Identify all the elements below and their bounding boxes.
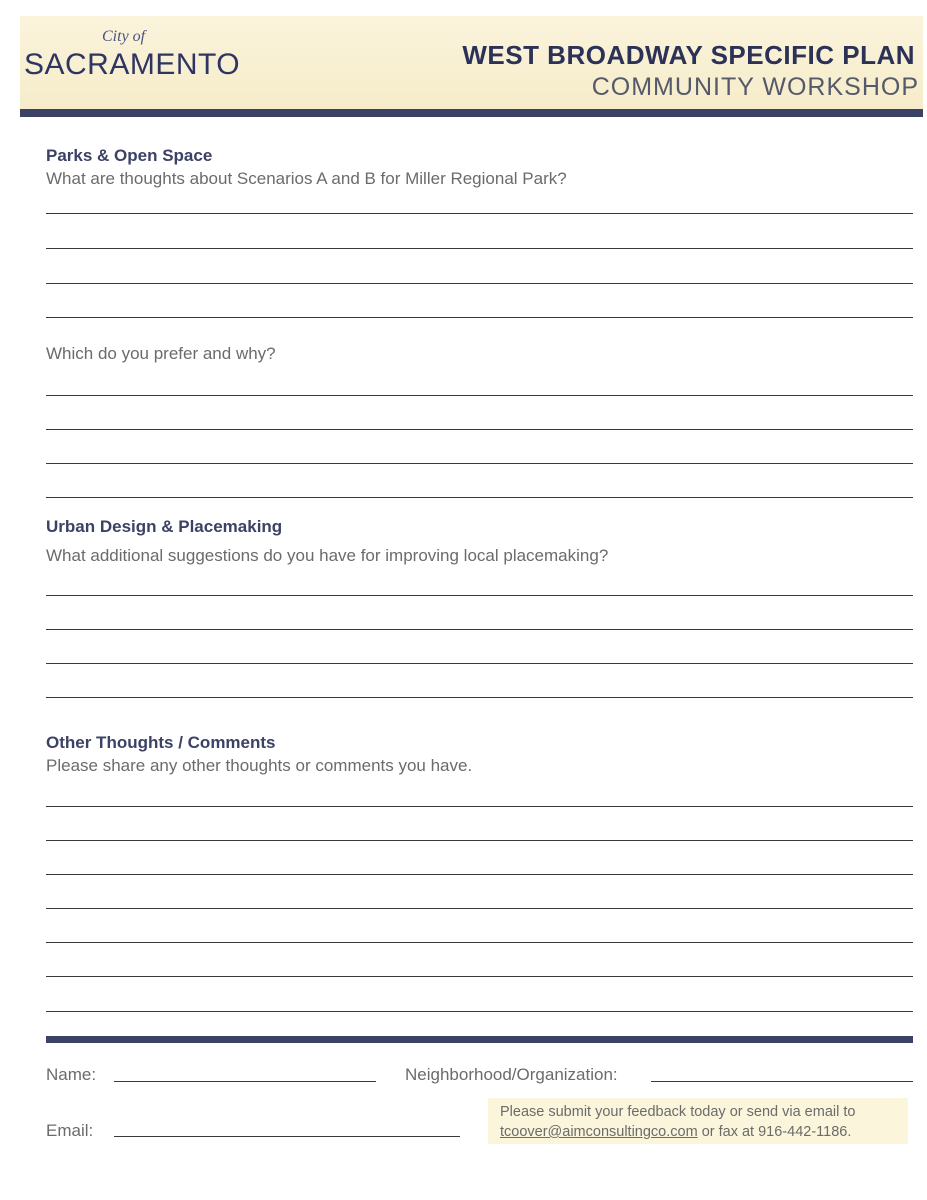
answer-line-other-2[interactable] (46, 840, 913, 841)
footer-divider (46, 1036, 913, 1043)
name-field[interactable] (114, 1081, 376, 1082)
header-divider (20, 109, 923, 117)
section-title-other-thoughts: Other Thoughts / Comments (46, 733, 276, 752)
section-title-urban-design: Urban Design & Placemaking (46, 517, 283, 536)
answer-line-urban-4[interactable] (46, 697, 913, 698)
neighborhood-field[interactable] (651, 1081, 913, 1082)
submit-line-1: Please submit your feedback today or send via email to (500, 1104, 856, 1120)
email-label: Email: (46, 1121, 94, 1140)
neighborhood-label: Neighborhood/Organization: (405, 1065, 618, 1084)
answer-line-other-3[interactable] (46, 874, 913, 875)
answer-line-prefer-1[interactable] (46, 395, 913, 396)
answer-line-other-1[interactable] (46, 806, 913, 807)
submit-fax-text: or fax at 916-442-1186. (697, 1124, 852, 1140)
name-label: Name: (46, 1065, 97, 1084)
answer-line-urban-3[interactable] (46, 663, 913, 664)
answer-line-other-5[interactable] (46, 942, 913, 943)
answer-line-prefer-3[interactable] (46, 463, 913, 464)
answer-line-other-6[interactable] (46, 976, 913, 977)
submit-instructions-box (488, 1098, 908, 1144)
answer-line-prefer-4[interactable] (46, 497, 913, 498)
answer-line-prefer-2[interactable] (46, 429, 913, 430)
submit-email-link[interactable]: tcoover@aimconsultingco.com (500, 1124, 698, 1140)
section-title-parks: Parks & Open Space (46, 146, 213, 165)
question-placemaking: What additional suggestions do you have for improving local placemaking? (46, 546, 609, 565)
answer-line-parks-3[interactable] (46, 283, 913, 284)
email-field[interactable] (114, 1136, 460, 1137)
logo-city-text: City of (102, 28, 146, 45)
question-parks-scenarios: What are thoughts about Scenarios A and B for Miller Regional Park? (46, 169, 567, 188)
answer-line-parks-4[interactable] (46, 317, 913, 318)
answer-line-parks-1[interactable] (46, 213, 913, 214)
answer-line-urban-1[interactable] (46, 595, 913, 596)
city-logo (24, 28, 254, 98)
question-other-comments: Please share any other thoughts or comments you have. (46, 756, 473, 775)
question-prefer-why: Which do you prefer and why? (46, 344, 276, 363)
answer-line-urban-2[interactable] (46, 629, 913, 630)
submit-instructions (500, 1102, 855, 1142)
answer-line-other-4[interactable] (46, 908, 913, 909)
page-title: WEST BROADWAY SPECIFIC PLAN (462, 40, 915, 70)
logo-name-text: SACRAMENTO (24, 48, 241, 81)
answer-line-other-7[interactable] (46, 1011, 913, 1012)
submit-line-2 (500, 1122, 855, 1142)
answer-line-parks-2[interactable] (46, 248, 913, 249)
page-subtitle: COMMUNITY WORKSHOP (591, 73, 919, 101)
